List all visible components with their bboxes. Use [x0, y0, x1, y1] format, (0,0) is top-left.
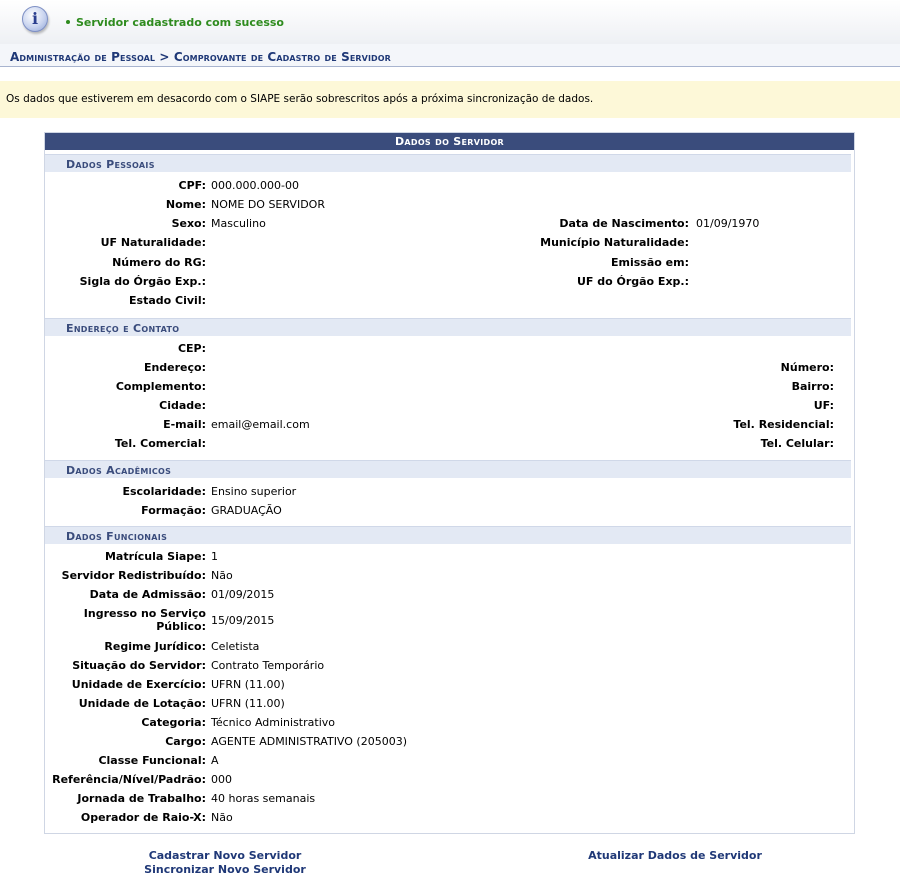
sincronizar-servidor-link[interactable]: Sincronizar Novo Servidor: [144, 863, 306, 876]
tel-residencial-label: Tel. Residencial:: [733, 418, 834, 431]
tel-comercial-label: Tel. Comercial:: [114, 437, 206, 450]
escolaridade-label: Escolaridade:: [122, 485, 206, 498]
categoria-label: Categoria:: [141, 716, 206, 729]
situacao-value: Contrato Temporário: [211, 659, 325, 672]
sexo-value: Masculino: [211, 217, 266, 230]
unidade-exercicio-label: Unidade de Exercício:: [71, 678, 206, 691]
matricula-value: 1: [211, 550, 218, 563]
email-value: email@email.com: [211, 418, 310, 431]
notice-text: Os dados que estiverem em desacordo com o SIAPE serão sobrescritos após a próxima sincronização de dados.: [6, 93, 594, 105]
ingresso-value: 15/09/2015: [211, 614, 275, 627]
success-message: [66, 16, 284, 29]
panel-title: Dados do Servidor: [45, 133, 854, 150]
nascimento-label: Data de Nascimento:: [559, 217, 689, 230]
nome-label: Nome:: [165, 198, 206, 211]
matricula-label: Matrícula Siape:: [104, 550, 206, 563]
message-bar: [0, 0, 900, 45]
rg-label: Número do RG:: [112, 256, 206, 269]
jornada-value: 40 horas semanais: [211, 792, 316, 805]
situacao-label: Situação do Servidor:: [72, 659, 206, 672]
section-title: Dados Funcionais: [66, 530, 168, 543]
section-title: Endereço e Contato: [66, 322, 180, 335]
cep-label: CEP:: [177, 342, 206, 355]
bullet-icon: [66, 20, 70, 24]
formacao-value: GRADUAÇÃO: [211, 504, 282, 517]
classe-label: Classe Funcional:: [98, 754, 206, 767]
sexo-label: Sexo:: [171, 217, 206, 230]
referencia-label: Referência/Nível/Padrão:: [52, 773, 206, 786]
complemento-label: Complemento:: [115, 380, 206, 393]
siape-notice: [0, 81, 900, 118]
success-text: Servidor cadastrado com sucesso: [76, 16, 284, 29]
unidade-lotacao-label: Unidade de Lotação:: [78, 697, 206, 710]
endereco-label: Endereço:: [143, 361, 206, 374]
unidade-lotacao-value: UFRN (11.00): [211, 697, 285, 710]
redistribuido-value: Não: [211, 569, 233, 582]
municipio-naturalidade-label: Município Naturalidade:: [540, 236, 689, 249]
formacao-label: Formação:: [141, 504, 206, 517]
cpf-label: CPF:: [178, 179, 206, 192]
cidade-label: Cidade:: [159, 399, 206, 412]
cadastrar-servidor-link[interactable]: Cadastrar Novo Servidor: [148, 849, 302, 862]
uf-orgao-label: UF do Órgão Exp.:: [576, 275, 689, 288]
info-icon: i: [22, 6, 48, 32]
emissao-label: Emissão em:: [611, 256, 689, 269]
nascimento-value: 01/09/1970: [696, 217, 760, 230]
ingresso-label: [84, 607, 206, 633]
nome-value: NOME DO SERVIDOR: [211, 198, 325, 211]
admissao-value: 01/09/2015: [211, 588, 275, 601]
cargo-label: Cargo:: [165, 735, 206, 748]
numero-label: Número:: [780, 361, 834, 374]
regime-value: Celetista: [211, 640, 260, 653]
raio-x-label: Operador de Raio-X:: [80, 811, 206, 824]
redistribuido-label: Servidor Redistribuído:: [61, 569, 206, 582]
section-title: Dados Acadêmicos: [66, 464, 172, 477]
escolaridade-value: Ensino superior: [211, 485, 297, 498]
admissao-label: Data de Admissão:: [89, 588, 206, 601]
cpf-value: 000.000.000-00: [211, 179, 299, 192]
atualizar-servidor-link[interactable]: Atualizar Dados de Servidor: [588, 849, 762, 862]
breadcrumb-text: Administração de Pessoal > Comprovante de Cadastro de Servidor: [10, 50, 391, 64]
section-endereco-contato: [45, 318, 851, 336]
jornada-label: Jornada de Trabalho:: [77, 792, 206, 805]
sigla-orgao-label: Sigla do Órgão Exp.:: [79, 275, 206, 288]
estado-civil-label: Estado Civil:: [129, 294, 206, 307]
section-title: Dados Pessoais: [66, 158, 155, 171]
classe-value: A: [211, 754, 219, 767]
unidade-exercicio-value: UFRN (11.00): [211, 678, 285, 691]
tel-celular-label: Tel. Celular:: [760, 437, 834, 450]
regime-label: Regime Jurídico:: [104, 640, 206, 653]
uf-naturalidade-label: UF Naturalidade:: [100, 236, 206, 249]
uf-label: UF:: [813, 399, 834, 412]
email-label: E-mail:: [163, 418, 206, 431]
section-dados-academicos: [45, 460, 851, 478]
raio-x-value: Não: [211, 811, 233, 824]
categoria-value: Técnico Administrativo: [211, 716, 335, 729]
cargo-value: AGENTE ADMINISTRATIVO (205003): [211, 735, 407, 748]
ingresso-label-line2: Público:: [156, 620, 206, 633]
bairro-label: Bairro:: [791, 380, 834, 393]
section-dados-funcionais: [45, 526, 851, 544]
referencia-value: 000: [211, 773, 232, 786]
section-dados-pessoais: [45, 154, 851, 172]
ingresso-label-line1: Ingresso no Serviço: [83, 607, 206, 620]
breadcrumb: [0, 44, 900, 67]
